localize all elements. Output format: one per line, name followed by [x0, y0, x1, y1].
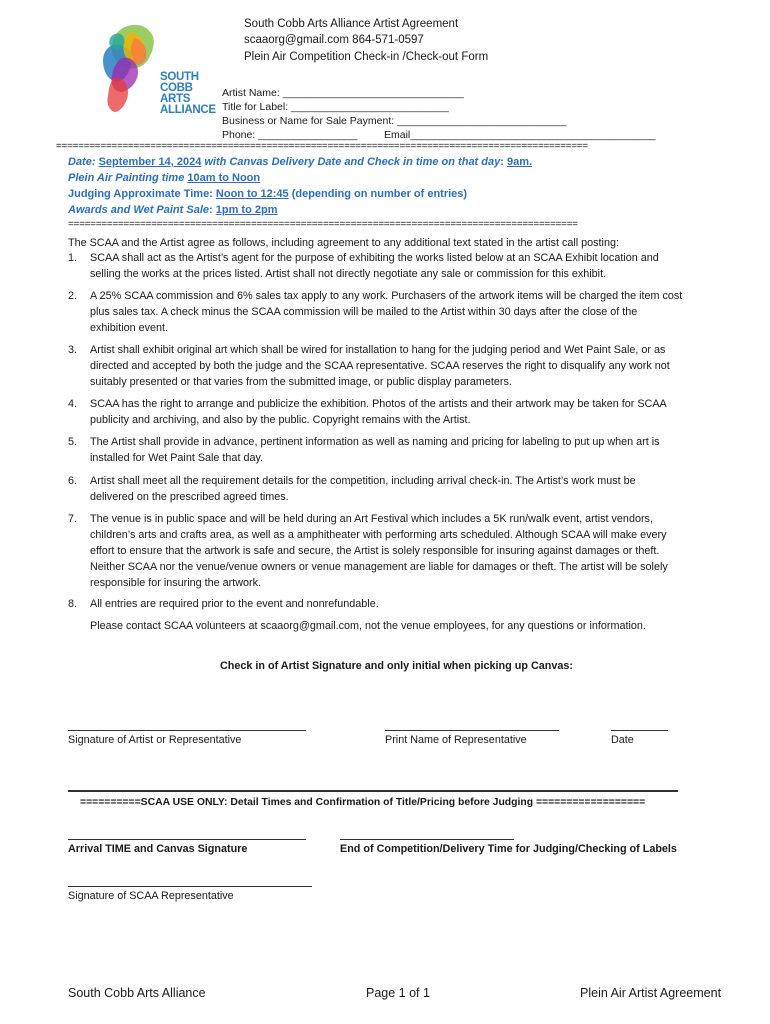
logo-word-4: ALLIANCE — [160, 104, 216, 116]
scaa-logo — [100, 18, 216, 126]
contact-line: scaaorg@gmail.com 864-571-0597 — [244, 34, 424, 46]
judging-time: Noon to 12:45 — [215, 188, 289, 200]
email-field[interactable]: Email__________________________________________ — [384, 129, 656, 141]
doc-title: South Cobb Arts Alliance Artist Agreement — [244, 18, 459, 30]
scaa-divider — [68, 790, 678, 792]
painting-time: 10am to Noon — [187, 172, 261, 184]
form-title: Plein Air Competition Check-in /Check-out Form — [244, 51, 489, 63]
end-comp-label: End of Competition/Delivery Time for Judging/Checking of Labels — [340, 843, 677, 855]
title-label-field[interactable]: Title for Label: ___________________________ — [222, 101, 449, 113]
logo-word-3: ARTS — [160, 93, 191, 105]
logo-text — [160, 72, 216, 116]
schedule-date: Date: September 14, 2024 with Canvas Delivery Date and Check in time on that day: 9am. — [68, 156, 533, 168]
arrival-line[interactable] — [68, 839, 306, 840]
schedule-painting: Plein Air Painting time 10am to Noon — [68, 172, 261, 184]
arrival-label: Arrival TIME and Canvas Signature — [68, 843, 248, 855]
artist-signature-line[interactable] — [68, 730, 306, 731]
footer-page: Page 1 of 1 — [366, 986, 430, 1000]
phone-field[interactable]: Phone: _________________ — [222, 129, 358, 141]
print-name-label: Print Name of Representative — [385, 734, 527, 746]
agreement-item-4: 4. SCAA has the right to arrange and publicize the exhibition. Photos of the artists and their artwork may be taken for SCAA publicity and archiving, and also by the public. Copyright remains with the Artist. — [68, 398, 667, 426]
agreement-item-7: 7. The venue is in public space and will be held during an Art Festival which includes a 5K run/walk event, artist vendors, children’s arts and crafts area, as well as a amphitheater with performing arts scheduled. Although SCAA will make every effort to ensure that the artwork is safe and secure, the Artist is solely responsible for insuring against damages or theft. Neither SCAA nor the venue/venue owners or venue management are liable for damages or theft. The artist will be solely responsible for insuring the artwork. — [68, 513, 668, 589]
awards-time: 1pm to 2pm — [215, 204, 278, 216]
agreement-item-6: 6. Artist shall meet all the requirement details for the competition, including arrival check-in. The Artist’s work must be delivered on the prescribed agreed times. — [68, 475, 636, 503]
agreement-item-3: 3. Artist shall exhibit original art which shall be wired for installation to hang for the judging period and Wet Paint Sale, or as directed and accepted by both the judge and the SCAA representative. SCAA reserves the right to disqualify any work not suitably presented or that varies from the submitted image, or public display parameters. — [68, 344, 670, 388]
intro-text: The SCAA and the Artist agree as follows, including agreement to any additional text stated in the artist call posting: — [68, 237, 619, 249]
separator-long: ============================================================================================ — [68, 219, 578, 230]
end-comp-line[interactable] — [340, 839, 514, 840]
checkin-time: 9am. — [506, 156, 533, 168]
date-label: Date — [611, 734, 634, 746]
schedule-judging: Judging Approximate Time: Noon to 12:45 (depending on number of entries) — [68, 188, 468, 200]
separator-top: ================================================================================================ — [56, 141, 588, 152]
date-value: September 14, 2024 — [98, 156, 202, 168]
contact-note: Please contact SCAA volunteers at scaaorg@gmail.com, not the venue employees, for any questions or information. — [90, 620, 646, 632]
logo-word-2: COBB — [160, 82, 193, 94]
scaa-use-only-heading: ==========SCAA USE ONLY: Detail Times and Confirmation of Title/Pricing before Judging ================== — [80, 797, 646, 808]
business-field[interactable]: Business or Name for Sale Payment: _____________________________ — [222, 115, 567, 127]
agreement-item-8: 8. All entries are required prior to the event and nonrefundable. — [68, 598, 379, 610]
agreement-item-5: 5. The Artist shall provide in advance, pertinent information as well as naming and pricing for labeling to put up when art is installed for Wet Paint Sale that day. — [68, 436, 660, 464]
agreement-item-1: 1. SCAA shall act as the Artist’s agent for the purpose of exhibiting the works listed below at an SCAA Exhibit location and selling the works at the prices listed. Artist shall not directly negotiate any sale or commission for this exhibit. — [68, 252, 659, 280]
scaa-rep-label: Signature of SCAA Representative — [68, 890, 234, 902]
footer-right: Plein Air Artist Agreement — [580, 986, 722, 1000]
artist-name-field[interactable]: Artist Name: _______________________________ — [222, 87, 464, 99]
checkin-heading: Check in of Artist Signature and only initial when picking up Canvas: — [220, 660, 573, 672]
scaa-rep-line[interactable] — [68, 886, 312, 887]
artist-signature-label: Signature of Artist or Representative — [68, 734, 242, 746]
date-line[interactable] — [611, 730, 668, 731]
footer-left: South Cobb Arts Alliance — [68, 986, 206, 1000]
print-name-line[interactable] — [385, 730, 559, 731]
agreement-item-2: 2. A 25% SCAA commission and 6% sales tax apply to any work. Purchasers of the artwork items will be charged the item cost plus sales tax. A check minus the SCAA commission will be mailed to the Artist within 30 days after the close of the exhibition event. — [68, 290, 683, 334]
schedule-awards: Awards and Wet Paint Sale: 1pm to 2pm — [68, 204, 278, 216]
logo-word-1: SOUTH — [160, 71, 199, 83]
